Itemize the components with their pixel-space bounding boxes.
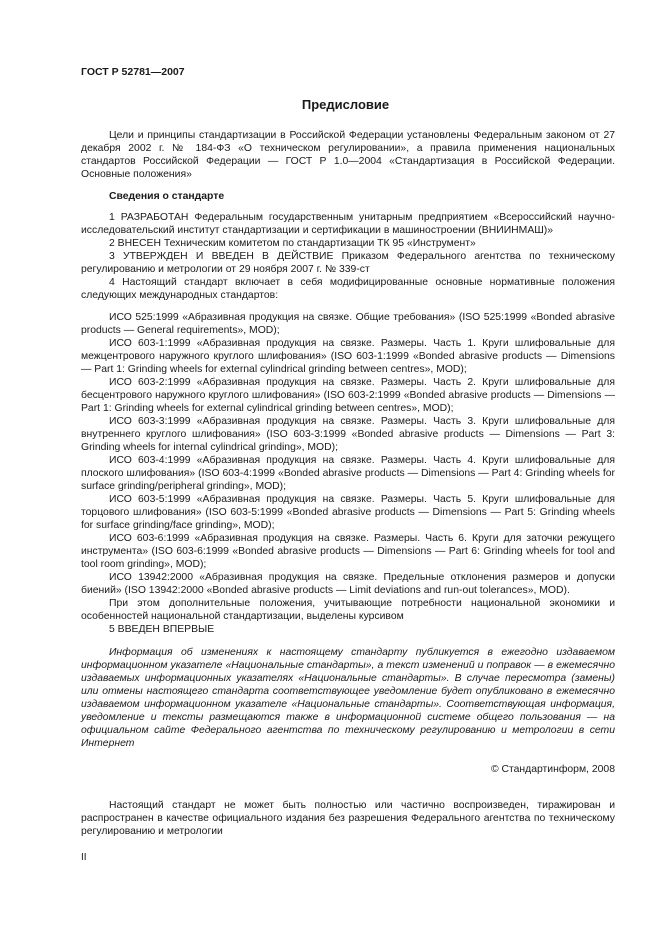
page-number: II <box>81 852 87 863</box>
standard-ref: ИСО 525:1999 «Абразивная продукция на связке. Общие требования» (ISO 525:1999 «Bonded abrasive products — General requirements», MOD); <box>81 312 615 336</box>
item-1: 1 РАЗРАБОТАН Федеральным государственным унитарным предприятием «Всероссийский научно-исследовательский институт стандартизации и сертификации в машиностроении (ВНИИНМАШ)» <box>81 212 615 236</box>
standard-ref: ИСО 603-6:1999 «Абразивная продукция на связке. Размеры. Часть 6. Круги для заточки режущего инструмента» (ISO 603-6:1999 «Bonded abrasive products — Dimensions — Part 6: Grinding wheels for tool and tool room grinding», MOD); <box>81 533 615 570</box>
standard-ref: ИСО 603-1:1999 «Абразивная продукция на связке. Размеры. Часть 1. Круги шлифовальные для межцентрового наружного круглого шлифования» (ISO 603-1:1999 «Bonded abrasive products — Dimensions — Part 1: Grinding wheels for external cylindrical grinding between centres», MOD); <box>81 338 615 375</box>
standard-ref: ИСО 603-4:1999 «Абразивная продукция на связке. Размеры. Часть 4. Круги шлифовальные для плоского шлифования» (ISO 603-4:1999 «Bonded abrasive products — Dimensions — Part 4: Grinding wheels for surface grinding/peripheral grinding», MOD); <box>81 455 615 492</box>
intro-paragraph: Цели и принципы стандартизации в Российской Федерации установлены Федеральным законом от 27 декабря 2002 г. № 184-ФЗ «О техническом регулировании», а правила применения национальных стандартов Российской Федерации — ГОСТ Р 1.0—2004 «Стандартизация в Российской Федерации. Основные положения» <box>81 130 615 180</box>
item-2: 2 ВНЕСЕН Техническим комитетом по стандартизации ТК 95 «Инструмент» <box>109 238 476 249</box>
info-notice: Информация об изменениях к настоящему стандарту публикуется в ежегодно издаваемом информационном указателе «Национальные стандарты», а текст изменений и поправок — в ежемесячно издаваемых информационных указателях «Национальные стандарты». В случае пересмотра (замены) или отмены настоящего стандарта соответствующее уведомление будет опубликовано в ежемесячно издаваемом информационном указателе «Национальные стандарты». Соответствующая информация, уведомление и тексты размещаются также в информационной системе общего пользования — на официальном сайте Федерального агентства по техническому регулированию и метрологии в сети Интернет <box>81 647 615 749</box>
page-title: Предисловие <box>301 97 390 112</box>
standard-ref: ИСО 13942:2000 «Абразивная продукция на связке. Предельные отклонения размеров и допуски биений» (ISO 13942:2000 «Bonded abrasive products — Limit deviations and run-out tolerances», MOD). <box>81 572 615 596</box>
item-3: 3 УТВЕРЖДЕН И ВВЕДЕН В ДЕЙСТВИЕ Приказом Федерального агентства по техническому регулированию и метрологии от 29 ноября 2007 г. № 339-ст <box>81 251 615 275</box>
standard-ref: ИСО 603-3:1999 «Абразивная продукция на связке. Размеры. Часть 3. Круги шлифовальные для внутреннего круглого шлифования» (ISO 603-3:1999 «Bonded abrasive products — Dimensions — Part 3: Grinding wheels for internal cylindrical grinding», MOD); <box>81 416 615 453</box>
item-4: 4 Настоящий стандарт включает в себя модифицированные основные нормативные положения следующих международных стандартов: <box>81 277 615 301</box>
item-5: 5 ВВЕДЕН ВПЕРВЫЕ <box>109 624 215 635</box>
copyright: © Стандартинформ, 2008 <box>490 764 615 775</box>
reproduction-notice: Настоящий стандарт не может быть полностью или частично воспроизведен, тиражирован и распространен в качестве официального издания без разрешения Федерального агентства по техническому регулированию и метрологии <box>81 800 615 837</box>
section-heading: Сведения о стандарте <box>109 191 225 202</box>
additional-note: При этом дополнительные положения, учитывающие потребности национальной экономики и особенностей национальной стандартизации, выделены курсивом <box>81 598 615 622</box>
standard-ref: ИСО 603-2:1999 «Абразивная продукция на связке. Размеры. Часть 2. Круги шлифовальные для бесцентрового наружного круглого шлифования» (ISO 603-2:1999 «Bonded abrasive products — Dimensions — Part 1: Grinding wheels for external cylindrical grinding between centres», MOD); <box>81 377 615 414</box>
document-code: ГОСТ Р 52781—2007 <box>81 66 185 78</box>
document-body <box>81 129 615 838</box>
standard-ref: ИСО 603-5:1999 «Абразивная продукция на связке. Размеры. Часть 5. Круги шлифовальные для торцового шлифования» (ISO 603-5:1999 «Bonded abrasive products — Dimensions — Part 5: Grinding wheels for surface grinding/face grinding», MOD); <box>81 494 615 531</box>
